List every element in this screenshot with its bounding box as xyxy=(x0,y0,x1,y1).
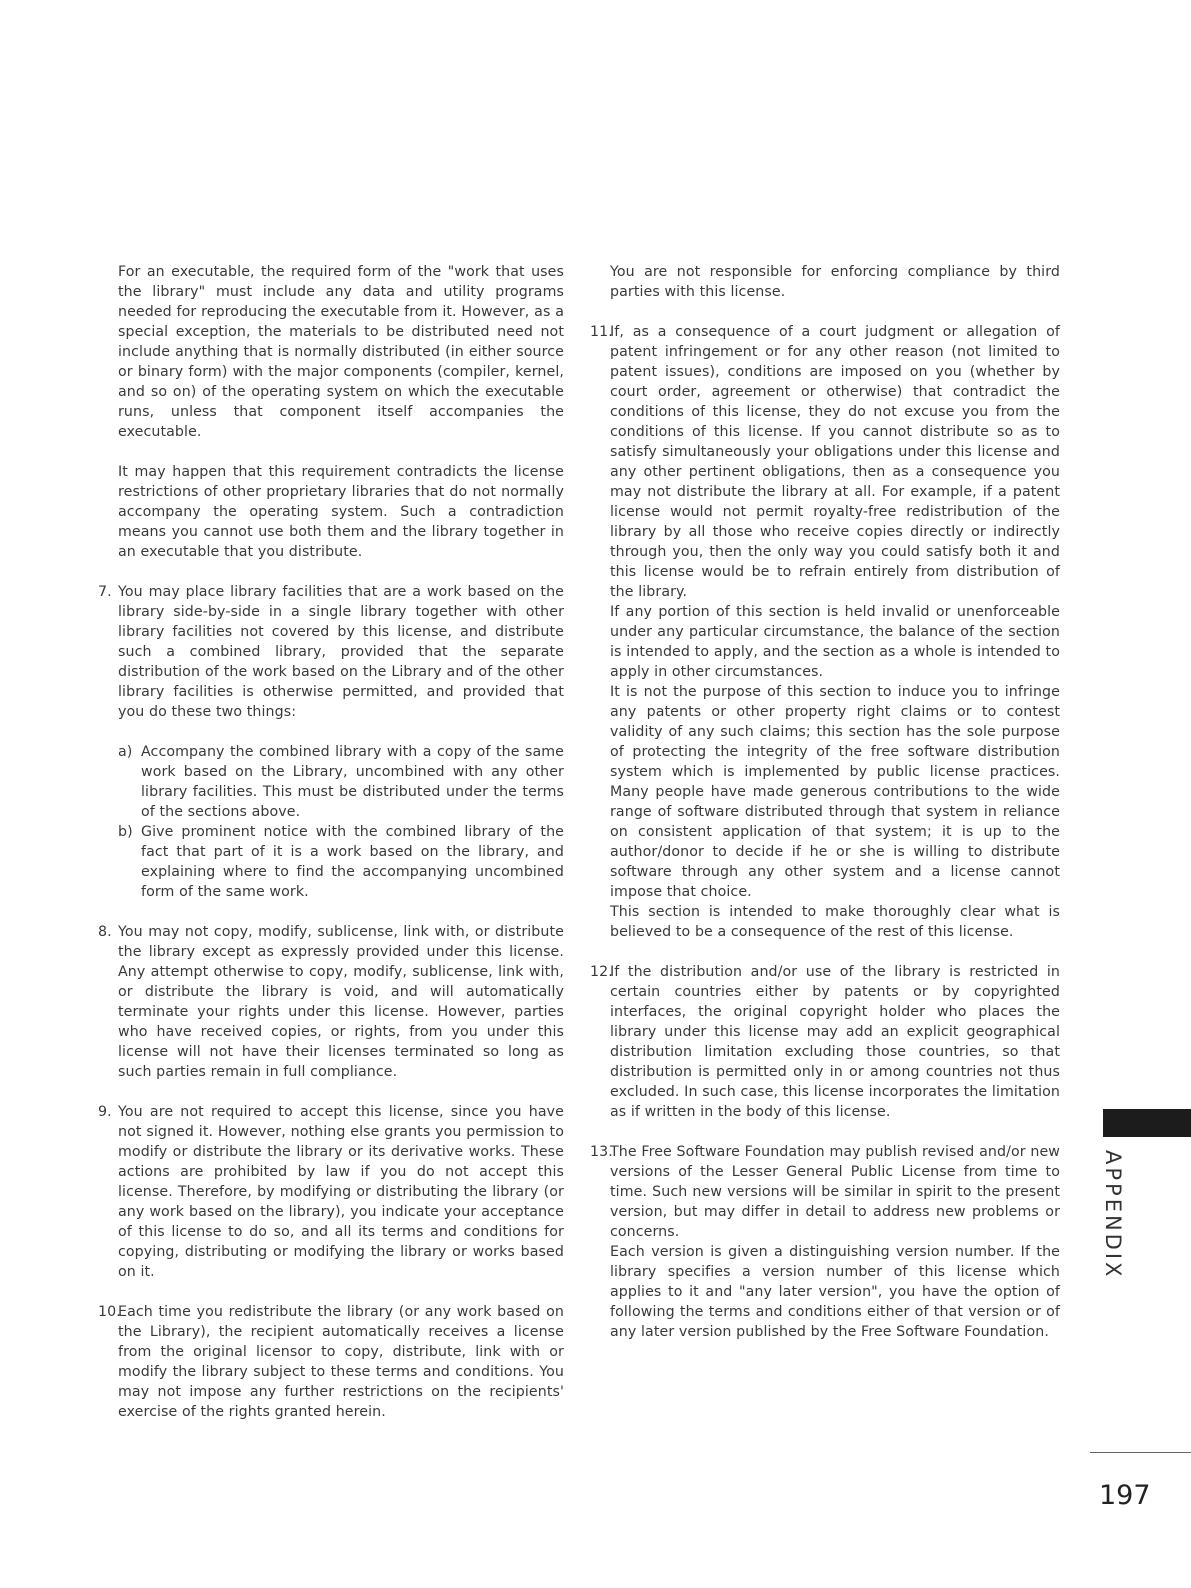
section-text: If, as a consequence of a court judgment or allegation of patent infringement or for any other reason (not limited to patent issues), conditions are imposed on you (whether by court order, agreement or otherwise) that contradict the conditions of this license, they do not excuse you from the conditions of this license. If you cannot distribute so as to satisfy simultaneously your obligations under this license and any other pertinent obligations, then as a consequence you may not distribute the library at all. For example, if a patent license would not permit royalty-free redistribution of the library by all those who receive copies directly or indirectly through you, then the only way you could satisfy both it and this license would be to refrain entirely from distribution of the library. xyxy=(610,324,1060,600)
section-text: This section is intended to make thoroughly clear what is believed to be a consequence of the rest of this license. xyxy=(610,904,1060,940)
page-number: 197 xyxy=(1099,1480,1151,1511)
section-number: 9. xyxy=(98,1104,112,1120)
section-9 xyxy=(98,1102,564,1282)
section-number: 8. xyxy=(98,924,112,940)
subitem-label: a) xyxy=(118,744,133,760)
subitem-a xyxy=(118,742,564,822)
section-text: If the distribution and/or use of the library is restricted in certain countries either by patents or by copyrighted interfaces, the original copyright holder who places the library under this license may add an explicit geographical distribution limitation excluding those countries, so that distribution is permitted only in or among countries not thus excluded. In such case, this license incorporates the limitation as if written in the body of this license. xyxy=(610,964,1060,1120)
section-number: 11. xyxy=(590,324,613,340)
section-text: If any portion of this section is held invalid or unenforceable under any particular circumstance, the balance of the section is intended to apply, and the section as a whole is intended to apply in other circumstances. xyxy=(610,604,1060,680)
section-10 xyxy=(98,1302,564,1422)
section-7 xyxy=(98,582,564,722)
left-column xyxy=(98,262,564,1422)
section-8 xyxy=(98,922,564,1082)
section-11 xyxy=(590,322,1060,942)
subitem-b xyxy=(118,822,564,902)
right-column xyxy=(590,262,1060,1342)
paragraph: For an executable, the required form of the "work that uses the library" must include any data and utility programs needed for reproducing the executable from it. However, as a special exception, the materials to be distributed need not include anything that is normally distributed (in either source or binary form) with the major components (compiler, kernel, and so on) of the operating system on which the executable runs, unless that component itself accompanies the executable. xyxy=(118,264,564,440)
section-text: Each version is given a distinguishing version number. If the library specifies a version number of this license which applies to it and "any later version", you have the option of following the terms and conditions either of that version or of any later version published by the Free Software Foundation. xyxy=(610,1244,1060,1340)
section-number: 13. xyxy=(590,1144,613,1160)
subitem-text: Give prominent notice with the combined library of the fact that part of it is a work based on the library, and explaining where to find the accompanying uncombined form of the same work. xyxy=(141,824,564,900)
appendix-tab-label: APPENDIX xyxy=(1101,1150,1125,1280)
section-12 xyxy=(590,962,1060,1122)
section-tab-marker xyxy=(1103,1109,1191,1137)
subitem-text: Accompany the combined library with a copy of the same work based on the Library, uncombined with any other library facilities. This must be distributed under the terms of the sections above. xyxy=(141,744,564,820)
paragraph: It may happen that this requirement contradicts the license restrictions of other proprietary libraries that do not normally accompany the operating system. Such a contradiction means you cannot use both them and the library together in an executable that you distribute. xyxy=(118,464,564,560)
subitem-label: b) xyxy=(118,824,133,840)
section-text: You may not copy, modify, sublicense, link with, or distribute the library except as expressly provided under this license. Any attempt otherwise to copy, modify, sublicense, link with, or distribute the library is void, and will automatically terminate your rights under this license. However, parties who have received copies, or rights, from you under this license will not have their licenses terminated so long as such parties remain in full compliance. xyxy=(118,924,564,1080)
section-text: It is not the purpose of this section to induce you to infringe any patents or other property right claims or to contest validity of any such claims; this section has the sole purpose of protecting the integrity of the free software distribution system which is implemented by public license practices. Many people have made generous contributions to the wide range of software distributed through that system in reliance on consistent application of that system; it is up to the author/donor to decide if he or she is willing to distribute software through any other system and a license cannot impose that choice. xyxy=(610,684,1060,900)
section-text: Each time you redistribute the library (or any work based on the Library), the recipient automatically receives a license from the original licensor to copy, distribute, link with or modify the library subject to these terms and conditions. You may not impose any further restrictions on the recipients' exercise of the rights granted herein. xyxy=(118,1304,564,1420)
section-text: The Free Software Foundation may publish revised and/or new versions of the Lesser General Public License from time to time. Such new versions will be similar in spirit to the present version, but may differ in detail to address new problems or concerns. xyxy=(610,1144,1060,1240)
paragraph: You are not responsible for enforcing compliance by third parties with this license. xyxy=(610,264,1060,300)
section-text: You may place library facilities that are a work based on the library side-by-side in a single library together with other library facilities not covered by this license, and distribute such a combined library, provided that the separate distribution of the work based on the Library and of the other library facilities is otherwise permitted, and provided that you do these two things: xyxy=(118,584,564,720)
footer-rule xyxy=(1090,1452,1191,1453)
section-text: You are not required to accept this license, since you have not signed it. However, nothing else grants you permission to modify or distribute the library or its derivative works. These actions are prohibited by law if you do not accept this license. Therefore, by modifying or distributing the library (or any work based on the library), you indicate your acceptance of this license to do so, and all its terms and conditions for copying, distributing or modifying the library or works based on it. xyxy=(118,1104,564,1280)
section-number: 12. xyxy=(590,964,613,980)
section-13 xyxy=(590,1142,1060,1342)
section-number: 7. xyxy=(98,584,112,600)
section-number: 10. xyxy=(98,1304,121,1320)
